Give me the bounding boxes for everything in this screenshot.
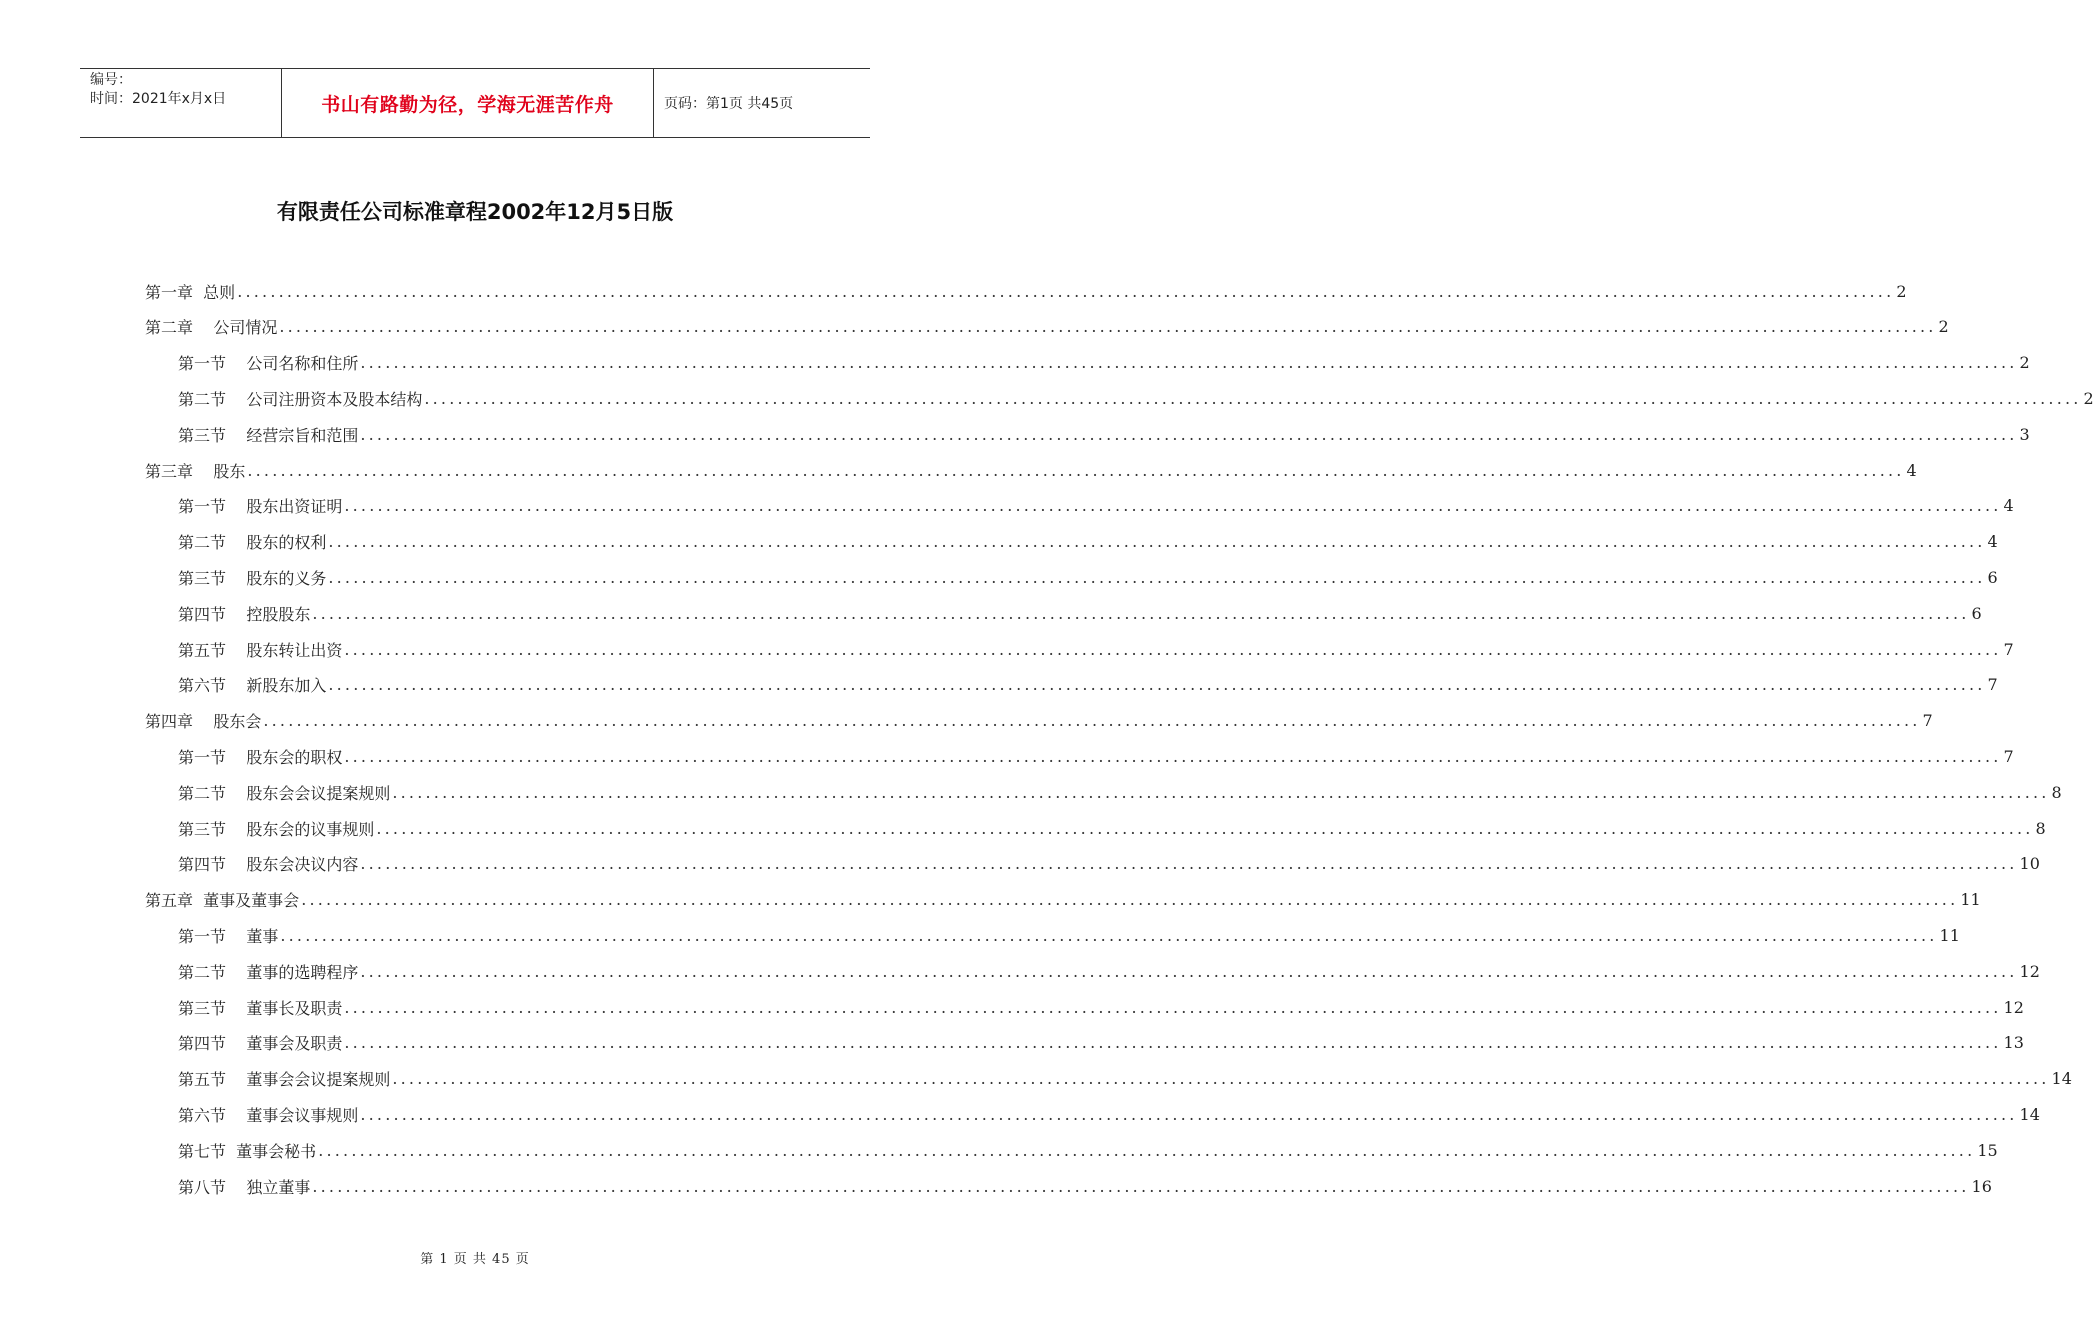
toc-entry-page: 14 <box>2019 1104 2040 1124</box>
toc-entry[interactable] <box>145 273 1907 309</box>
toc-entry-label: 第一章 总则 <box>145 282 236 302</box>
toc-entry-page: 8 <box>2051 782 2062 802</box>
toc-entry-page: 2 <box>1896 281 1907 301</box>
header-page-info: 页码：第1页 共45页 <box>664 96 794 112</box>
toc-entry[interactable] <box>178 416 2030 452</box>
toc-entry[interactable] <box>178 810 2046 846</box>
toc-entry-page: 14 <box>2051 1069 2072 1089</box>
toc-entry-page: 2 <box>2083 388 2094 408</box>
toc-entry[interactable] <box>178 559 1998 595</box>
toc-entry[interactable] <box>178 488 2014 524</box>
toc-entry-page: 7 <box>1987 675 1998 695</box>
toc-entry-page: 12 <box>2003 997 2024 1017</box>
toc-leader-dots: ........................................................................................................................................................................................................ <box>360 424 2018 444</box>
toc-entry-label: 第二节 公司注册资本及股本结构 <box>178 389 423 409</box>
toc-leader-dots: ........................................................................................................................................................................................................ <box>279 317 1937 337</box>
toc-entry-label: 第四节 控股股东 <box>178 604 311 624</box>
toc-entry-label: 第三节 股东会的议事规则 <box>178 819 375 839</box>
toc-entry-label: 第一节 股东会的职权 <box>178 747 343 767</box>
toc-entry[interactable] <box>178 1168 1992 1204</box>
toc-entry-label: 第四节 董事会及职责 <box>178 1034 343 1054</box>
toc-leader-dots: ........................................................................................................................................................................................................ <box>344 746 2002 766</box>
toc-entry-page: 15 <box>1977 1140 1998 1160</box>
toc-leader-dots: ........................................................................................................................................................................................................ <box>328 675 1986 695</box>
toc-entry-page: 12 <box>2019 961 2040 981</box>
toc-entry-label: 第三节 经营宗旨和范围 <box>178 425 359 445</box>
toc-entry-label: 第五节 股东转让出资 <box>178 640 343 660</box>
toc-entry[interactable] <box>178 953 2040 989</box>
toc-entry-label: 第二节 股东的权利 <box>178 533 327 553</box>
toc-entry-label: 第一节 股东出资证明 <box>178 497 343 517</box>
toc-entry[interactable] <box>145 452 1917 488</box>
toc-entry-label: 第五节 董事会会议提案规则 <box>178 1070 391 1090</box>
toc-entry[interactable] <box>178 345 2030 381</box>
toc-entry-label: 第八节 独立董事 <box>178 1177 311 1197</box>
toc-entry[interactable] <box>178 524 1998 560</box>
toc-entry-page: 3 <box>2019 424 2030 444</box>
toc-entry-page: 4 <box>1906 460 1917 480</box>
time-label: 时间：2021年x月x日 <box>90 91 227 107</box>
toc-entry-page: 10 <box>2019 854 2040 874</box>
toc-entry-label: 第五章 董事及董事会 <box>145 891 300 911</box>
toc-entry[interactable] <box>178 1132 1998 1168</box>
toc-entry-label: 第三节 股东的义务 <box>178 568 327 588</box>
toc-entry-label: 第三章 股东 <box>145 461 246 481</box>
header-meta <box>80 69 282 137</box>
toc-leader-dots: ........................................................................................................................................................................................................ <box>263 711 1921 731</box>
toc-entry-page: 4 <box>2003 496 2014 516</box>
toc-leader-dots: ........................................................................................................................................................................................................ <box>247 460 1905 480</box>
toc-entry-page: 6 <box>1987 567 1998 587</box>
toc-entry-page: 4 <box>1987 532 1998 552</box>
toc-leader-dots: ........................................................................................................................................................................................................ <box>376 818 2034 838</box>
document-title: 有限责任公司标准章程2002年12月5日版 <box>276 200 674 224</box>
toc-entry-label: 第一节 董事 <box>178 926 279 946</box>
toc-leader-dots: ........................................................................................................................................................................................................ <box>392 782 2050 802</box>
toc-leader-dots: ........................................................................................................................................................................................................ <box>312 603 1970 623</box>
toc-entry-label: 第二节 股东会会议提案规则 <box>178 783 391 803</box>
toc-entry-label: 第三节 董事长及职责 <box>178 998 343 1018</box>
number-label: 编号： <box>90 72 132 88</box>
toc-entry-label: 第一节 公司名称和住所 <box>178 354 359 374</box>
toc-leader-dots: ........................................................................................................................................................................................................ <box>360 961 2018 981</box>
page-header <box>80 68 870 138</box>
toc-entry-label: 第七节 董事会秘书 <box>178 1141 317 1161</box>
toc-leader-dots: ........................................................................................................................................................................................................ <box>312 1176 1970 1196</box>
toc-entry-page: 8 <box>2035 818 2046 838</box>
toc-entry-label: 第二章 公司情况 <box>145 318 278 338</box>
toc-entry-page: 11 <box>1960 890 1981 910</box>
toc-entry-label: 第四章 股东会 <box>145 712 262 732</box>
toc-leader-dots: ........................................................................................................................................................................................................ <box>360 1104 2018 1124</box>
toc-leader-dots: ........................................................................................................................................................................................................ <box>328 567 1986 587</box>
toc-entry-page: 7 <box>2003 639 2014 659</box>
toc-leader-dots: ........................................................................................................................................................................................................ <box>392 1069 2050 1089</box>
toc-entry[interactable] <box>178 738 2014 774</box>
toc-entry[interactable] <box>178 989 2024 1025</box>
toc-entry-page: 2 <box>2019 353 2030 373</box>
toc-entry[interactable] <box>178 917 1960 953</box>
toc-leader-dots: ........................................................................................................................................................................................................ <box>344 496 2002 516</box>
toc-entry-page: 6 <box>1971 603 1982 623</box>
toc-entry[interactable] <box>178 774 2062 810</box>
toc-entry[interactable] <box>178 1061 2072 1097</box>
toc-leader-dots: ........................................................................................................................................................................................................ <box>280 925 1938 945</box>
toc-entry[interactable] <box>178 1096 2040 1132</box>
toc-entry-label: 第六节 新股东加入 <box>178 676 327 696</box>
toc-entry[interactable] <box>178 846 2040 882</box>
toc-entry[interactable] <box>145 309 1949 345</box>
toc-entry-label: 第二节 董事的选聘程序 <box>178 962 359 982</box>
toc-leader-dots: ........................................................................................................................................................................................................ <box>360 353 2018 373</box>
toc-leader-dots: ........................................................................................................................................................................................................ <box>344 997 2002 1017</box>
toc-entry[interactable] <box>178 667 1998 703</box>
header-motto: 书山有路勤为径，学海无涯苦作舟 <box>282 69 654 137</box>
toc-entry-page: 13 <box>2003 1033 2024 1053</box>
toc-leader-dots: ........................................................................................................................................................................................................ <box>318 1140 1976 1160</box>
toc-leader-dots: ........................................................................................................................................................................................................ <box>360 854 2018 874</box>
toc-entry-label: 第四节 股东会决议内容 <box>178 855 359 875</box>
toc-leader-dots: ........................................................................................................................................................................................................ <box>424 388 2082 408</box>
toc-entry[interactable] <box>178 380 2094 416</box>
toc-entry-label: 第六节 董事会议事规则 <box>178 1105 359 1125</box>
toc-entry-page: 16 <box>1971 1176 1992 1196</box>
toc-entry[interactable] <box>178 631 2014 667</box>
toc-leader-dots: ........................................................................................................................................................................................................ <box>301 890 1959 910</box>
toc-entry-page: 11 <box>1939 925 1960 945</box>
toc-leader-dots: ........................................................................................................................................................................................................ <box>237 281 1895 301</box>
toc-entry[interactable] <box>145 703 1933 739</box>
toc-leader-dots: ........................................................................................................................................................................................................ <box>344 1033 2002 1053</box>
toc-entry[interactable] <box>178 595 1982 631</box>
toc-leader-dots: ........................................................................................................................................................................................................ <box>328 532 1986 552</box>
toc-entry-page: 7 <box>2003 746 2014 766</box>
page-footer: 第 1 页 共 45 页 <box>420 1252 530 1267</box>
toc-entry-page: 2 <box>1938 317 1949 337</box>
toc-leader-dots: ........................................................................................................................................................................................................ <box>344 639 2002 659</box>
toc-entry[interactable] <box>145 882 1981 918</box>
toc-entry-page: 7 <box>1922 711 1933 731</box>
toc-entry[interactable] <box>178 1025 2024 1061</box>
